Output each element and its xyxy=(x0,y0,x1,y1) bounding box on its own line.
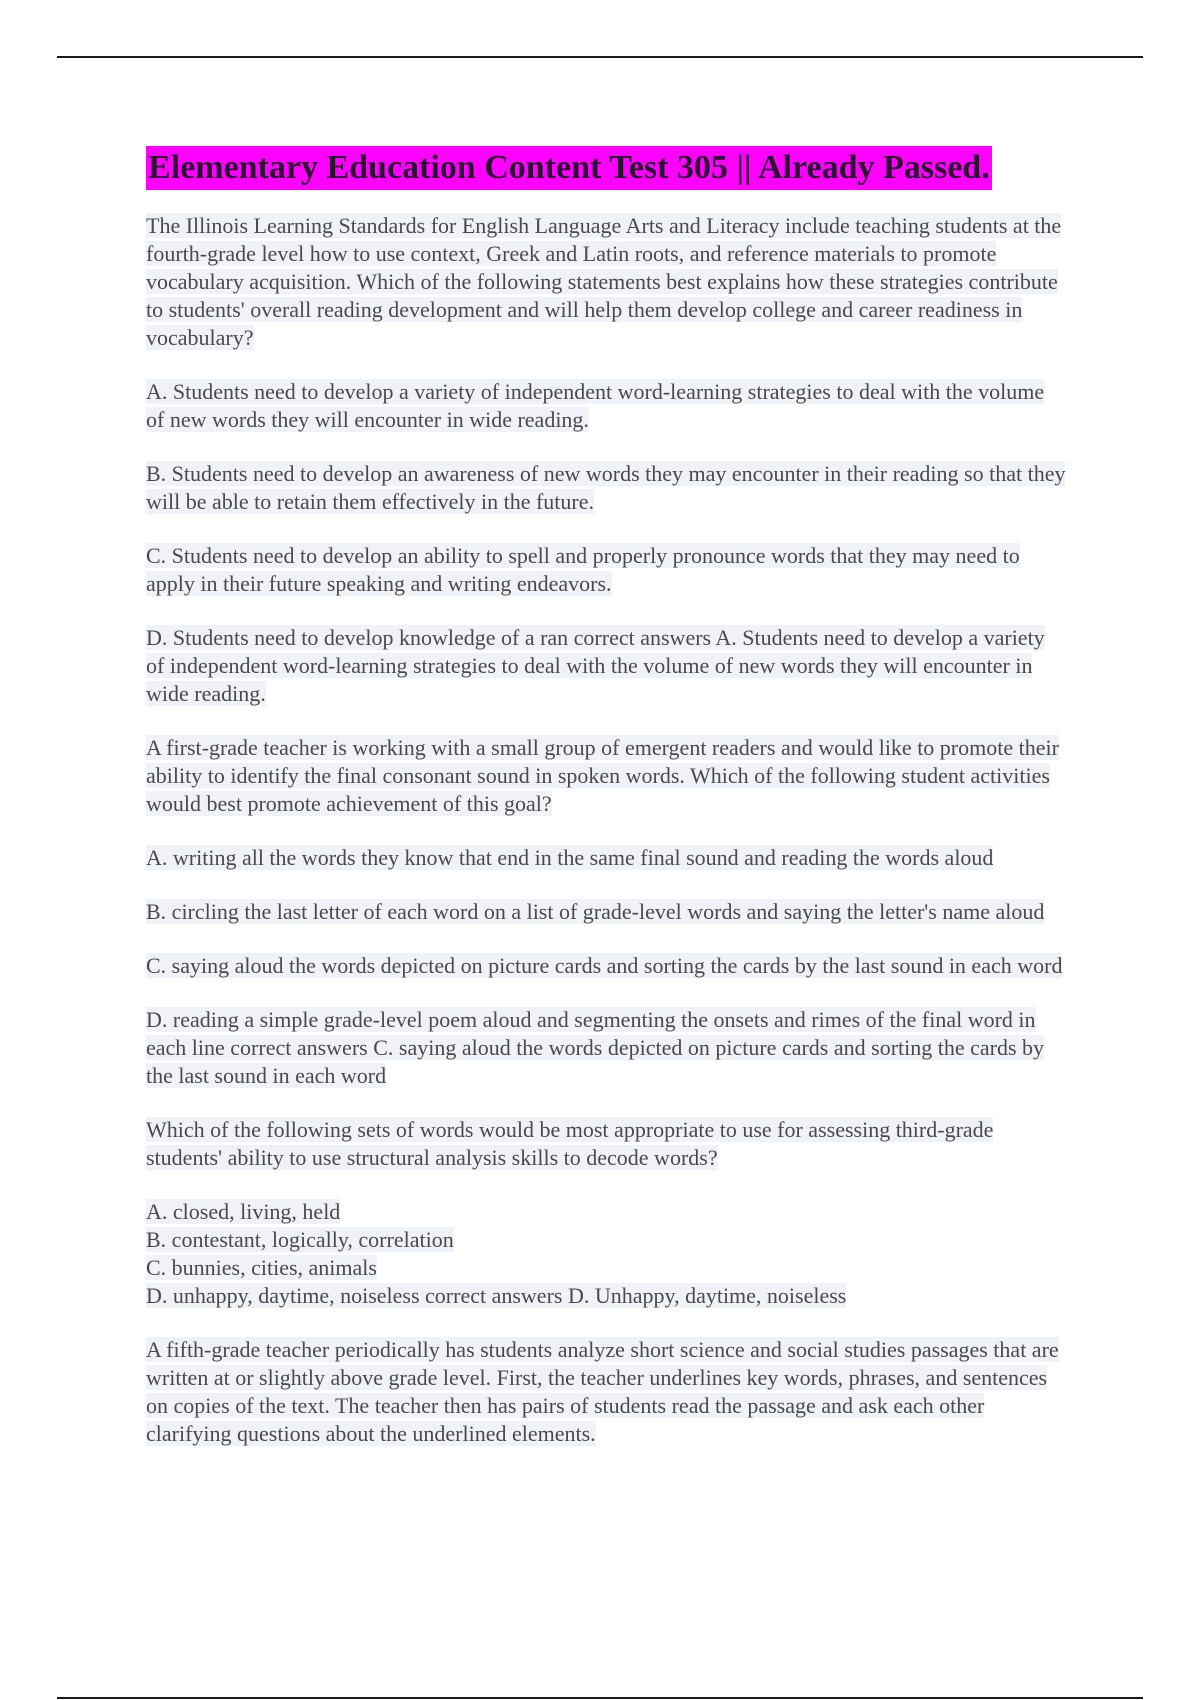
question-1-stem xyxy=(146,212,1066,352)
paragraph-text: A first-grade teacher is working with a small group of emergent readers and would like to promote their ability to identify the final consonant sound in spoken words. Which of the following student activities would best promote achievement of this goal? xyxy=(146,735,1059,816)
document-body xyxy=(146,146,1066,1474)
paragraph-text: A. Students need to develop a variety of independent word-learning strategies to deal with the volume of new words they will encounter in wide reading. xyxy=(146,379,1045,432)
question-3-option-d-answer xyxy=(146,1282,1066,1310)
paragraph-text: B. Students need to develop an awareness of new words they may encounter in their reading so that they will be able to retain them effectively in the future. xyxy=(146,461,1066,514)
question-1-option-d-answer xyxy=(146,624,1066,708)
paragraph-text: A fifth-grade teacher periodically has students analyze short science and social studies passages that are written at or slightly above grade level. First, the teacher underlines key words, phrases, and sentences on copies of the text. The teacher then has pairs of students read the passage and ask each other clarifying questions about the underlined elements. xyxy=(146,1337,1059,1446)
paragraph-text: D. reading a simple grade-level poem aloud and segmenting the onsets and rimes of the final word in each line correct answers C. saying aloud the words depicted on picture cards and sorting the cards by the last sound in each word xyxy=(146,1007,1045,1088)
option-text: B. contestant, logically, correlation xyxy=(146,1227,454,1252)
question-2-stem xyxy=(146,734,1066,818)
paragraph-text: A. writing all the words they know that end in the same final sound and reading the words aloud xyxy=(146,845,994,870)
question-4-stem xyxy=(146,1336,1066,1448)
question-3-stem xyxy=(146,1116,1066,1172)
document-title: Elementary Education Content Test 305 || Already Passed. xyxy=(146,146,992,190)
question-1-option-c xyxy=(146,542,1066,598)
paragraph-text: D. Students need to develop knowledge of a ran correct answers A. Students need to develop a variety of independent word-learning strategies to deal with the volume of new words they will encounter in wide reading. xyxy=(146,625,1045,706)
question-3-option-c xyxy=(146,1254,1066,1282)
bottom-rule xyxy=(57,1697,1143,1699)
question-3-option-a xyxy=(146,1198,1066,1226)
paragraph-text: The Illinois Learning Standards for English Language Arts and Literacy include teaching students at the fourth-grade level how to use context, Greek and Latin roots, and reference materials to promote vocabulary acquisition. Which of the following statements best explains how these strategies contribute to students' overall reading development and will help them develop college and career readiness in vocabulary? xyxy=(146,213,1062,350)
question-1-option-b xyxy=(146,460,1066,516)
paragraph-text: C. Students need to develop an ability to spell and properly pronounce words that they may need to apply in their future speaking and writing endeavors. xyxy=(146,543,1020,596)
question-3-option-b xyxy=(146,1226,1066,1254)
option-text: D. unhappy, daytime, noiseless correct answers D. Unhappy, daytime, noiseless xyxy=(146,1283,847,1308)
top-rule xyxy=(57,56,1143,58)
question-2-option-a xyxy=(146,844,1066,872)
option-text: A. closed, living, held xyxy=(146,1199,341,1224)
paragraph-text: Which of the following sets of words would be most appropriate to use for assessing third-grade students' ability to use structural analysis skills to decode words? xyxy=(146,1117,994,1170)
paragraph-text: B. circling the last letter of each word on a list of grade-level words and saying the letter's name aloud xyxy=(146,899,1045,924)
question-2-option-d-answer xyxy=(146,1006,1066,1090)
question-2-option-c xyxy=(146,952,1066,980)
question-2-option-b xyxy=(146,898,1066,926)
question-3-options xyxy=(146,1198,1066,1310)
option-text: C. bunnies, cities, animals xyxy=(146,1255,377,1280)
paragraph-text: C. saying aloud the words depicted on picture cards and sorting the cards by the last sound in each word xyxy=(146,953,1063,978)
question-1-option-a xyxy=(146,378,1066,434)
